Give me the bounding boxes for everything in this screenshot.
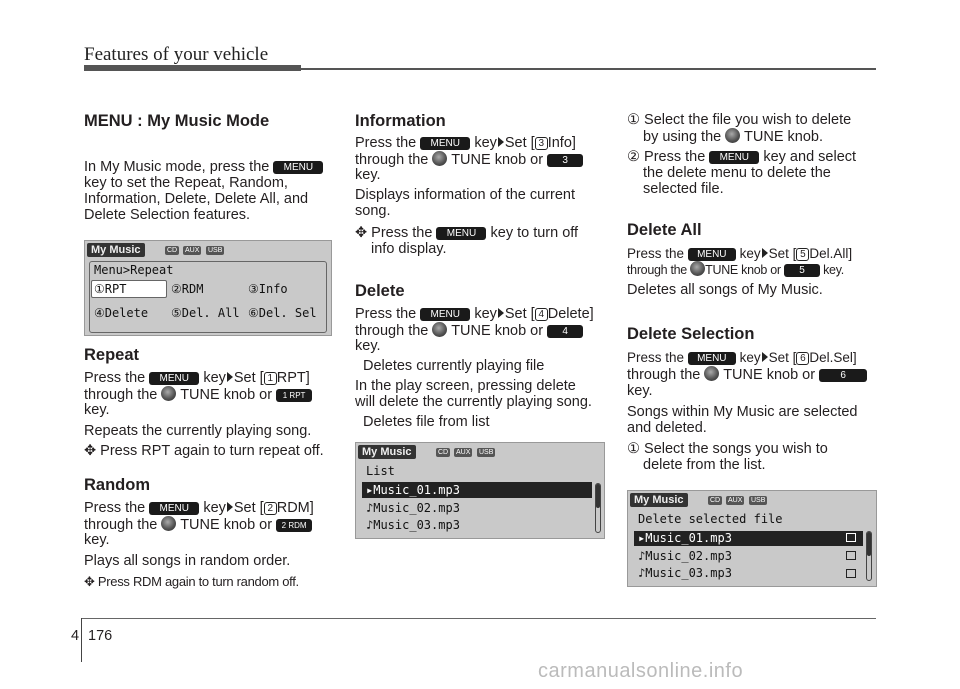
delete-line3: key. (355, 338, 381, 354)
random-line2: through the TUNE knob or 2 RDM (84, 516, 312, 534)
section-title-repeat: Repeat (84, 346, 140, 364)
delall-line1: Press the MENU key Set [ 5 Del.All] (627, 246, 853, 261)
arrow-right-icon (227, 372, 233, 382)
arrow-right-icon (498, 308, 504, 318)
menu-key-icon: MENU (420, 308, 470, 321)
header-rule-thick (84, 65, 301, 71)
chip-aux: AUX (185, 247, 200, 254)
page-header: Features of your vehicle (84, 44, 269, 65)
checkbox-3 (846, 569, 856, 578)
menu-text-line2: key to set the Repeat, Random, (84, 175, 288, 191)
menu-item-rpt: ①RPT (94, 282, 127, 296)
info-line2: through the TUNE knob or 3 (355, 151, 583, 169)
repeat-note: ✥ Press RPT again to turn repeat off. (84, 443, 324, 459)
section-title-delete-sel: Delete Selection (627, 325, 755, 343)
section-title-delete-all: Delete All (627, 221, 702, 239)
menu-text-line3: Information, Delete, Delete All, and (84, 191, 309, 207)
delsel-line4: Songs within My Music are selected (627, 404, 858, 420)
watermark: carmanualsonline.info (538, 660, 744, 682)
list-item-1: ▸Music_01.mp3 (638, 531, 732, 545)
footer-divider (81, 618, 82, 662)
menu-item-rdm: ②RDM (171, 282, 204, 296)
delsel-line6: ① Select the songs you wish to (627, 441, 828, 457)
random-line3: key. (84, 532, 110, 548)
delsel-line3: key. (627, 383, 653, 399)
tune-knob-icon (690, 261, 705, 276)
delall-line2: through the TUNE knob or 5 key. (627, 263, 844, 277)
menu-text-line1: In My Music mode, press the MENU (84, 159, 323, 176)
menu-key-icon: MENU (420, 137, 470, 150)
chip-usb: USB (479, 449, 494, 456)
menu-item-delsel: ⑥Del. Sel (248, 306, 317, 320)
checkbox-1 (846, 533, 856, 542)
repeat-line3: key. (84, 402, 110, 418)
chip-usb: USB (751, 497, 766, 504)
info-line5: song. (355, 203, 391, 219)
menu-path: Menu>Repeat (94, 263, 174, 277)
menu-key-icon: MENU (688, 248, 736, 261)
number-3-icon: 3 (535, 137, 548, 150)
screen-title: My Music (358, 445, 416, 459)
screen-title: My Music (630, 493, 688, 507)
delete-line5: In the play screen, pressing delete (355, 378, 576, 394)
delete-line1: Press the MENU key Set [ 4 Delete] (355, 306, 594, 322)
step2-line3: selected file. (643, 181, 724, 197)
section-title-menu: MENU : My Music Mode (84, 112, 270, 130)
key-4-icon: 4 (547, 325, 583, 338)
screen-list (355, 442, 605, 539)
rpt-key-icon: 1 RPT (276, 389, 312, 402)
info-note-line2: info display. (371, 241, 447, 257)
tune-knob-icon (432, 151, 447, 166)
delsel-line1: Press the MENU key Set [ 6 Del.Sel] (627, 350, 857, 365)
delsel-line5: and deleted. (627, 420, 707, 436)
step2-line2: the delete menu to delete the (643, 165, 831, 181)
tune-knob-icon (704, 366, 719, 381)
random-note: ✥ Press RDM again to turn random off. (84, 574, 299, 589)
info-line3: key. (355, 167, 381, 183)
delete-line4: Deletes currently playing file (363, 358, 545, 374)
arrow-right-icon (762, 352, 768, 362)
key-3-icon: 3 (547, 154, 583, 167)
repeat-line1: Press the MENU key Set [ 1 RPT] (84, 370, 310, 386)
scrollbar (866, 531, 872, 581)
menu-item-info: ③Info (248, 282, 288, 296)
menu-item-delete: ④Delete (94, 306, 149, 320)
chapter-number: 4 (71, 628, 80, 644)
chip-cd: CD (438, 449, 449, 456)
info-line4: Displays information of the current (355, 187, 576, 203)
scrollbar-thumb (596, 484, 600, 508)
checkbox-2 (846, 551, 856, 560)
screen-delete-selected (627, 490, 877, 587)
list-item-2: ♪Music_02.mp3 (638, 549, 732, 563)
number-5-icon: 5 (796, 248, 809, 261)
step1-line2: by using the TUNE knob. (643, 129, 823, 145)
section-title-info: Information (355, 112, 446, 130)
tune-knob-icon (432, 322, 447, 337)
list-item-3: ♪Music_03.mp3 (366, 518, 460, 532)
arrow-right-icon (227, 502, 233, 512)
menu-key-icon: MENU (688, 352, 736, 365)
menu-key-icon: MENU (149, 372, 199, 385)
chip-usb: USB (208, 247, 223, 254)
random-line4: Plays all songs in random order. (84, 553, 291, 569)
step2-line1: ② Press the MENU key and select (627, 149, 857, 165)
repeat-line4: Repeats the currently playing song. (84, 423, 312, 439)
footer-rule (81, 618, 876, 619)
section-title-random: Random (84, 476, 150, 494)
list-heading: Delete selected file (638, 512, 783, 526)
delete-line7: Deletes file from list (363, 414, 490, 430)
chip-aux: AUX (456, 449, 471, 456)
delall-line3: Deletes all songs of My Music. (627, 282, 823, 298)
list-item-3: ♪Music_03.mp3 (638, 566, 732, 580)
scrollbar-thumb (867, 532, 871, 556)
menu-key-icon: MENU (709, 151, 759, 164)
delete-line2: through the TUNE knob or 4 (355, 322, 583, 340)
list-item-1: ▸Music_01.mp3 (366, 483, 460, 497)
menu-key-icon: MENU (436, 227, 486, 240)
repeat-line2: through the TUNE knob or 1 RPT (84, 386, 312, 404)
number-4-icon: 4 (535, 308, 548, 321)
delsel-line7: delete from the list. (643, 457, 766, 473)
list-heading: List (366, 464, 395, 478)
step1-line1: ① Select the file you wish to delete (627, 112, 852, 128)
page-number: 176 (88, 628, 113, 644)
number-6-icon: 6 (796, 352, 809, 365)
list-item-2: ♪Music_02.mp3 (366, 501, 460, 515)
random-line1: Press the MENU key Set [ 2 RDM] (84, 500, 314, 516)
number-1-icon: 1 (264, 372, 277, 385)
section-title-delete: Delete (355, 282, 405, 300)
key-6-icon: 6 (819, 369, 867, 382)
screen-menu-repeat (84, 240, 332, 336)
number-2-icon: 2 (264, 502, 277, 515)
tune-knob-icon (161, 386, 176, 401)
tune-knob-icon (725, 128, 740, 143)
key-5-icon: 5 (784, 264, 820, 277)
header-rule-thin (301, 68, 876, 70)
menu-text-line4: Delete Selection features. (84, 207, 251, 223)
menu-key-icon: MENU (149, 502, 199, 515)
arrow-right-icon (498, 137, 504, 147)
delete-line6: will delete the currently playing song. (355, 394, 592, 410)
chip-cd: CD (710, 497, 721, 504)
arrow-right-icon (762, 248, 768, 258)
info-note: ✥ Press the MENU key to turn off (355, 225, 579, 241)
info-line1: Press the MENU key Set [ 3 Info] (355, 135, 576, 151)
tune-knob-icon (161, 516, 176, 531)
rdm-key-icon: 2 RDM (276, 519, 312, 532)
menu-key-icon: MENU (273, 161, 323, 174)
screen-title: My Music (87, 243, 145, 257)
chip-cd: CD (167, 247, 178, 254)
delsel-line2: through the TUNE knob or 6 (627, 366, 867, 384)
chip-aux: AUX (728, 497, 743, 504)
menu-item-delall: ⑤Del. All (171, 306, 240, 320)
scrollbar (595, 483, 601, 533)
